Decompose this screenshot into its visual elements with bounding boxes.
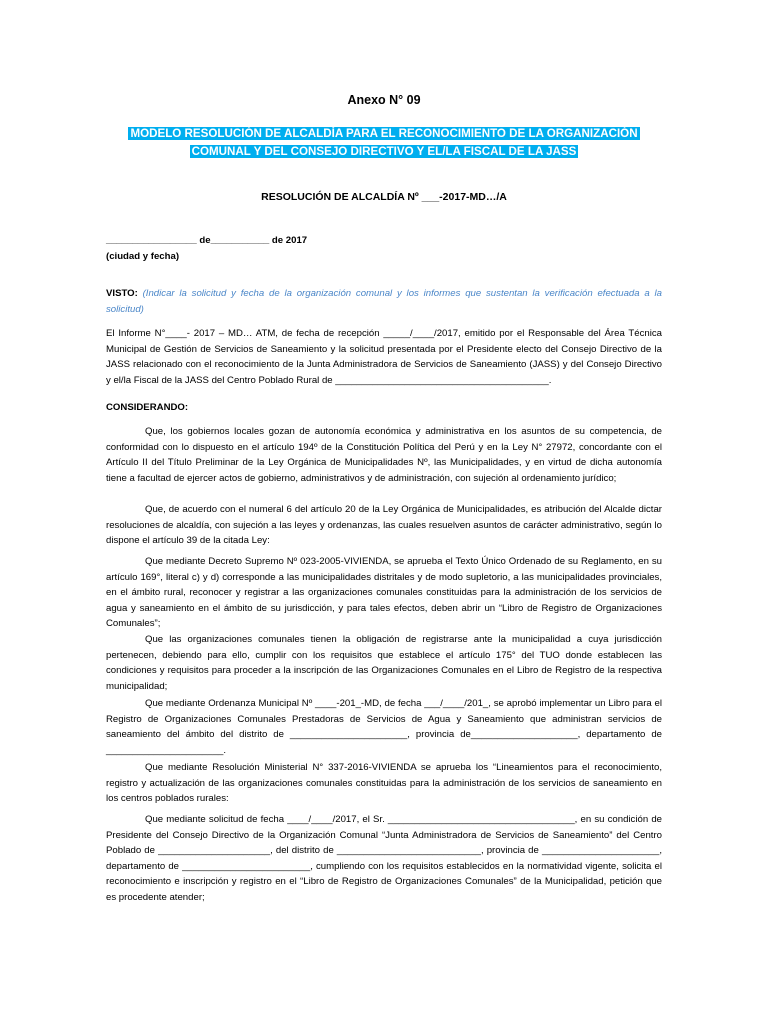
considerando-label: CONSIDERANDO:: [106, 402, 189, 413]
considerando-paragraph-1: [106, 424, 662, 486]
highlighted-title-line-2: COMUNAL Y DEL CONSEJO DIRECTIVO Y EL/LA FISCAL DE LA JASS: [191, 145, 577, 158]
visto-hint: (Indicar la solicitud y fecha de la organización comunal y los informes que sustentan la verificación efectuada a la solicitud): [106, 288, 662, 315]
visto-label: VISTO:: [106, 288, 138, 299]
considerando-heading: [106, 400, 662, 416]
visto-paragraph: [106, 286, 662, 317]
paragraph-text: Que, de acuerdo con el numeral 6 del artículo 20 de la Ley Orgánica de Municipalidades, es atribución del Alcalde dictar resoluciones de alcaldía, con sujeción a las leyes y ordenanzas, las cuales resuelven asuntos de carácter administrativo, según lo dispone el artículo 39 de la citada Ley:: [106, 504, 662, 546]
considerando-paragraph-6: [106, 760, 662, 807]
paragraph-text: Que las organizaciones comunales tienen la obligación de registrarse ante la municipalidad a cuya jurisdicción pertenecen, debiendo para ello, cumplir con los requisitos que establece el artículo 175° del TUO donde establecen las condiciones y requisitos para proceder a la inscripción de las Organizaciones Comunales en el Libro de Registro de la respectiva municipalidad;: [106, 634, 662, 692]
informe-text: El Informe N°____- 2017 – MD… ATM, de fecha de recepción _____/____/2017, emitido por el Responsable del Área Técnica Municipal de Gestión de Servicios de Saneamiento y la solicitud presentada por el Presidente electo del Consejo Directivo de la JASS relacionado con el reconocimiento de la Junta Administradora de Servicios de Saneamiento (JASS) y del Consejo Directivo y el/la Fiscal de la JASS del Centro Poblado Rural de ________________________________________.: [106, 328, 662, 386]
highlighted-title: [106, 125, 662, 161]
considerando-paragraph-2: [106, 502, 662, 549]
place-date-block: [106, 233, 662, 264]
informe-paragraph: [106, 326, 662, 388]
paragraph-text: Que mediante Decreto Supremo Nº 023-2005-VIVIENDA, se aprueba el Texto Único Ordenado de su Reglamento, en su artículo 169°, literal c) y d) corresponde a las municipalidades distritales y de modo supletorio, a las municipalidades provinciales, en el ámbito rural, reconocer y registrar a las organizaciones comunales constituidas para la administración de los servicios de agua y saneamiento en el ámbito de su jurisdicción, y para tales efectos, deben abrir un “Libro de Registro de Organizaciones Comunales”;: [106, 556, 662, 629]
annex-title: Anexo N° 09: [347, 93, 421, 107]
paragraph-text: Que mediante solicitud de fecha ____/____/2017, el Sr. ___________________________________, en su condición de Presidente del Consejo Directivo de la Organización Comunal “Junta Administradora de Servicios de Saneamiento” del Centro Poblado de _____________________, del distrito de ___________________________, provincia de ______________________, departamento de ________________________, cumpliendo con los requisitos establecidos en la normatividad vigente, solicita el reconocimiento e inscripción y registro en el “Libro de Registro de Organizaciones Comunales” de la Municipalidad, petición que es procedente atender;: [106, 814, 662, 903]
considerando-paragraph-3: [106, 554, 662, 632]
considerando-paragraph-4: [106, 632, 662, 694]
place-date-label: (ciudad y fecha): [106, 250, 180, 262]
highlighted-title-line-1: MODELO RESOLUCIÓN DE ALCALDÍA PARA EL RECONOCIMIENTO DE LA ORGANIZACIÓN: [130, 127, 638, 140]
resolution-heading: RESOLUCIÓN DE ALCALDÍA Nº ___-2017-MD…/A: [261, 191, 507, 203]
considerando-paragraph-7: [106, 812, 662, 905]
place-date-line: _________________ de___________ de 2017: [106, 235, 308, 246]
considerando-paragraph-5: [106, 696, 662, 758]
paragraph-text: Que mediante Ordenanza Municipal Nº ____-201_-MD, de fecha ___/____/201_, se aprobó implementar un Libro para el Registro de Organizaciones Comunales Prestadoras de Servicios de Agua y Saneamiento que administran servicios de saneamiento del ámbito del distrito de ______________________, provincia de____________________, departamento de ______________________.: [106, 698, 662, 756]
paragraph-text: Que, los gobiernos locales gozan de autonomía económica y administrativa en los asuntos de su competencia, de conformidad con lo dispuesto en el artículo 194º de la Constitución Política del Perú y en la Ley N° 27972, concordante con el Artículo II del Título Preliminar de la Ley Orgánica de Municipalidades Nº, las Municipalidades, y en virtud de dicha autonomía tiene a facultad de ejercer actos de gobierno, administrativos y de administración, con sujeción al ordenamiento jurídico;: [106, 426, 662, 484]
paragraph-text: Que mediante Resolución Ministerial N° 337-2016-VIVIENDA se aprueba los “Lineamientos para el reconocimiento, registro y actualización de las organizaciones comunales constituidas para la administración de los servicios de saneamiento en los centros poblados rurales:: [106, 762, 662, 804]
